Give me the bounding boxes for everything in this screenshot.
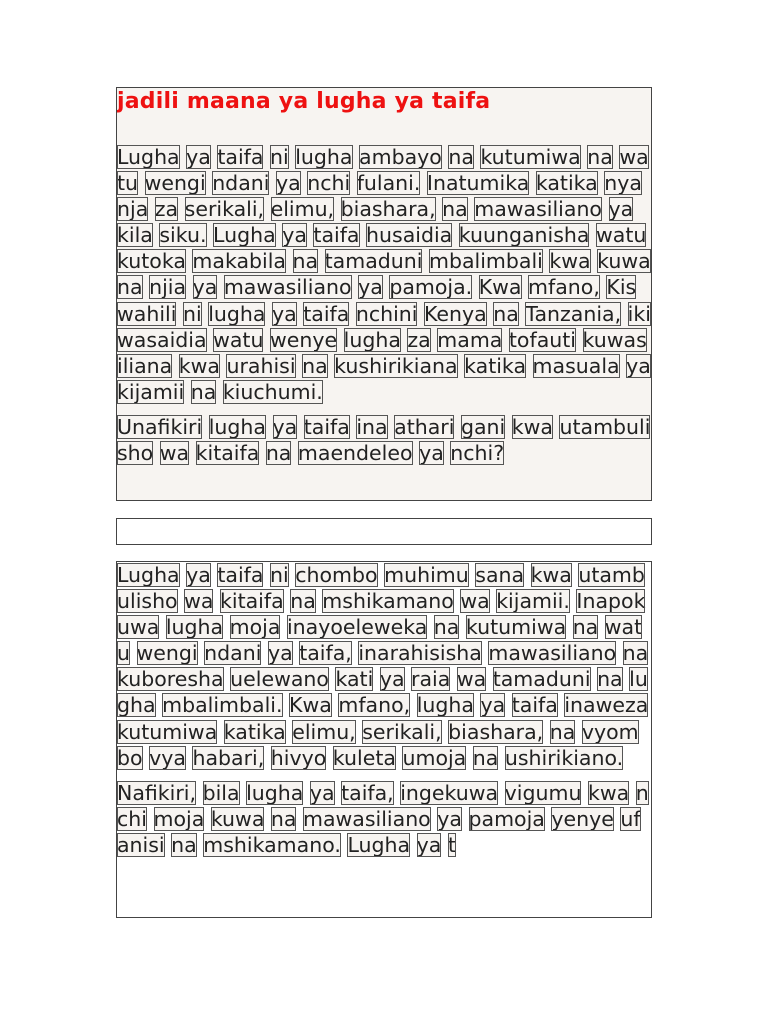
word: nchi <box>307 171 351 196</box>
word: watu <box>596 223 647 248</box>
word: ufanisi <box>117 806 641 857</box>
word: maendeleo <box>297 441 413 466</box>
word: lugha <box>165 615 224 640</box>
word: biashara, <box>448 719 544 744</box>
word: moja <box>153 806 205 831</box>
word: wa <box>159 441 190 466</box>
word: serikali, <box>362 719 442 744</box>
word: na <box>472 745 499 770</box>
question-prompt <box>117 414 651 466</box>
word: mbalimbali. <box>162 693 283 718</box>
word: serikali, <box>184 197 265 222</box>
word: kijamii <box>117 379 185 404</box>
word: kuwasiliana <box>117 327 647 378</box>
word: ya <box>186 145 211 169</box>
word: ya <box>480 693 506 718</box>
word: nchi? <box>450 441 505 466</box>
word: habari, <box>192 745 265 770</box>
word: hivyo <box>270 745 327 770</box>
word: kwa <box>549 249 591 274</box>
word: kutoka <box>117 249 186 274</box>
answer-paragraph <box>117 780 651 858</box>
word: Lugha <box>347 832 411 857</box>
word: siku. <box>159 223 207 248</box>
word: kwa <box>530 563 572 587</box>
word: nchini <box>355 301 418 326</box>
answer-card <box>116 561 652 918</box>
word: ni <box>270 563 289 587</box>
word: inayoeleweka <box>286 615 428 640</box>
word: kwa <box>511 414 553 439</box>
word: na <box>265 441 292 466</box>
word: kutumiwa <box>465 615 567 640</box>
word: njia <box>149 275 187 300</box>
word: taifa <box>313 223 360 248</box>
word: lugha <box>208 301 266 326</box>
word: kuboresha <box>117 667 224 692</box>
word: watu <box>213 327 264 352</box>
word: kuleta <box>332 745 396 770</box>
word: pamoja. <box>389 275 473 300</box>
word: katika <box>223 719 286 744</box>
word: Kiswahili <box>117 275 637 326</box>
word: raia <box>411 667 451 692</box>
question-title: jadili maana ya lugha ya taifa <box>117 89 491 114</box>
word: Nafikiri, <box>117 780 197 805</box>
word: Inapokuwa <box>117 589 646 640</box>
word: ikiwasaidia <box>117 301 651 352</box>
word: na <box>622 641 649 666</box>
word: ya <box>275 171 301 196</box>
word: ya <box>192 275 218 300</box>
word: wa <box>184 589 214 614</box>
word: kitaifa <box>220 589 284 614</box>
answer-paragraph <box>117 562 651 771</box>
word: utambulisho <box>117 563 645 614</box>
word: mshikamano <box>322 589 454 614</box>
word: ya <box>271 301 297 326</box>
word: Kwa <box>478 275 522 300</box>
word: na <box>442 197 468 222</box>
word: Lugha <box>117 145 180 169</box>
word: mbalimbali <box>428 249 543 274</box>
word: na <box>493 301 519 326</box>
word: Tanzania, <box>525 301 622 326</box>
word: tamaduni <box>324 249 423 274</box>
word: ya <box>379 667 405 692</box>
word: lugha <box>416 693 474 718</box>
word: mama <box>437 327 503 352</box>
word: nchi <box>117 780 649 831</box>
word: na <box>290 589 316 614</box>
word: na <box>171 832 197 857</box>
word: wa <box>456 667 487 692</box>
word: mawasiliano <box>223 275 352 300</box>
word: ushirikiano. <box>504 745 624 770</box>
word: elimu, <box>292 719 356 744</box>
word: na <box>597 667 623 692</box>
word: ya <box>437 806 462 831</box>
word: Kenya <box>424 301 487 326</box>
word: Lugha <box>213 223 276 248</box>
word: kila <box>117 223 153 248</box>
word: lugha <box>208 414 266 439</box>
word: tofauti <box>508 327 576 352</box>
word: utambulisho <box>117 414 651 466</box>
word: kuunganisha <box>458 223 590 248</box>
word: mawasiliano <box>303 806 431 831</box>
word: ambayo <box>359 145 442 169</box>
word: kushirikiana <box>334 353 458 378</box>
word: kijamii. <box>496 589 570 614</box>
word: kutumiwa <box>480 145 581 169</box>
word: muhimu <box>384 563 469 587</box>
word: elimu, <box>270 197 335 222</box>
word: mawasiliano <box>488 641 617 666</box>
word: taifa, <box>299 641 352 666</box>
word: na <box>549 719 576 744</box>
word: taifa <box>303 414 350 439</box>
word: kwa <box>178 353 220 378</box>
word: mawasiliano <box>474 197 602 222</box>
word: yenye <box>551 806 614 831</box>
word: kuwa <box>597 249 651 274</box>
word: makabila <box>192 249 286 274</box>
word: taifa <box>217 563 264 587</box>
word: masuala <box>532 353 620 378</box>
word: na <box>270 806 297 831</box>
question-paragraph <box>117 144 651 405</box>
word: mshikamano. <box>203 832 341 857</box>
word: vigumu <box>504 780 582 805</box>
word: ya <box>282 223 307 248</box>
word: na <box>292 249 319 274</box>
word: urahisi <box>226 353 296 378</box>
word: moja <box>229 615 281 640</box>
word: ya <box>267 641 293 666</box>
word: katika <box>464 353 527 378</box>
word: sana <box>475 563 525 587</box>
word: ndani <box>212 171 270 196</box>
word: pamoja <box>468 806 545 831</box>
word: za <box>154 197 179 222</box>
word: taifa <box>217 145 264 169</box>
word: Kwa <box>289 693 332 718</box>
question-title-row <box>117 88 651 144</box>
word: uelewano <box>230 667 329 692</box>
word: watu <box>117 145 649 196</box>
word: lugha <box>295 145 353 169</box>
word: na <box>572 615 599 640</box>
word: za <box>407 327 431 352</box>
word: kitaifa <box>195 441 260 466</box>
word: watu <box>117 615 643 666</box>
word: lugha <box>343 327 401 352</box>
word: na <box>302 353 328 378</box>
word: na <box>448 145 474 169</box>
word: vyombo <box>117 719 639 770</box>
word: kati <box>335 667 374 692</box>
word: ina <box>356 414 388 439</box>
word: biashara, <box>340 197 436 222</box>
word: wengi <box>136 641 198 666</box>
word: Lugha <box>117 563 180 587</box>
word: chombo <box>295 563 378 587</box>
word: ingekuwa <box>400 780 499 805</box>
word: taifa, <box>341 780 394 805</box>
word: tamaduni <box>492 667 591 692</box>
word: lugha <box>246 780 304 805</box>
word: taifa <box>511 693 558 718</box>
word: ndani <box>204 641 262 666</box>
word: lugha <box>117 667 648 718</box>
word: ya <box>309 780 335 805</box>
question-card <box>116 87 652 501</box>
word: kuwa <box>210 806 265 831</box>
word: inarahisisha <box>358 641 482 666</box>
word: athari <box>394 414 455 439</box>
word: vya <box>149 745 186 770</box>
word: inaweza <box>564 693 649 718</box>
word: kwa <box>587 780 630 805</box>
word: wenye <box>269 327 338 352</box>
word: na <box>190 379 217 404</box>
word: na <box>433 615 460 640</box>
word: na <box>117 275 143 300</box>
word: nyanja <box>117 171 642 222</box>
word: ya <box>626 353 651 378</box>
word: ni <box>182 301 202 326</box>
word: ya <box>419 441 444 466</box>
word: Inatumika <box>426 171 530 196</box>
word: mfano, <box>528 275 600 300</box>
word: kiuchumi. <box>222 379 323 404</box>
word: t <box>447 832 456 857</box>
word: fulani. <box>356 171 421 196</box>
word: mfano, <box>338 693 411 718</box>
word: kutumiwa <box>117 719 218 744</box>
word: bila <box>202 780 240 805</box>
word: taifa <box>303 301 350 326</box>
word: wengi <box>144 171 206 196</box>
word: wa <box>460 589 490 614</box>
word: ya <box>186 563 211 587</box>
word: umoja <box>402 745 467 770</box>
word: ya <box>416 832 442 857</box>
word: ya <box>358 275 383 300</box>
word: katika <box>535 171 598 196</box>
word: gani <box>460 414 506 439</box>
word: Unafikiri <box>117 414 203 439</box>
word: husaidia <box>366 223 453 248</box>
word: ya <box>608 197 634 222</box>
divider-box <box>116 518 652 545</box>
word: ya <box>272 414 298 439</box>
word: ni <box>270 145 289 169</box>
word: na <box>587 145 613 169</box>
